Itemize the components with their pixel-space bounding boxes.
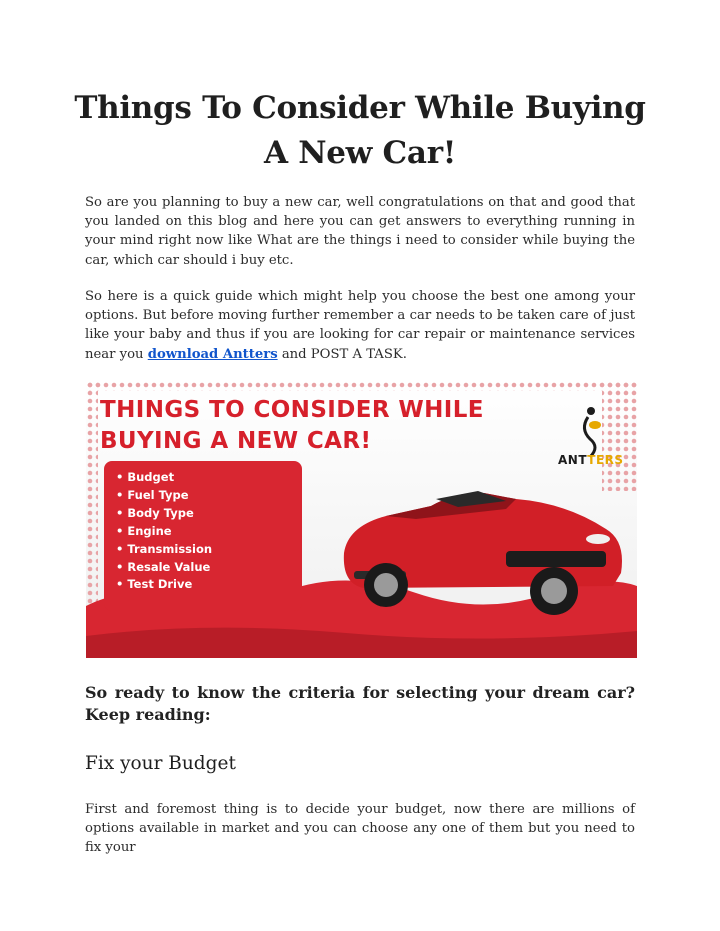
logo-text-dark: ANT bbox=[558, 453, 588, 467]
banner-title-line1: THINGS TO CONSIDER WHILE bbox=[100, 397, 484, 423]
checklist-item: • Resale Value bbox=[116, 559, 212, 577]
dot-pattern-top bbox=[86, 381, 637, 391]
dot-pattern-right bbox=[602, 381, 637, 491]
section-title-budget: Fix your Budget bbox=[85, 753, 236, 774]
banner-checklist bbox=[116, 469, 212, 594]
checklist-item: • Transmission bbox=[116, 541, 212, 559]
checklist-item: • Body Type bbox=[116, 505, 212, 523]
article-banner-image bbox=[86, 381, 637, 658]
checklist-item: • Fuel Type bbox=[116, 487, 212, 505]
checklist-item: • Budget bbox=[116, 469, 212, 487]
guide-paragraph bbox=[85, 287, 635, 364]
antters-logo-text bbox=[558, 453, 624, 467]
checklist-item: • Test Drive bbox=[116, 576, 212, 594]
guide-paragraph-text: So here is a quick guide which might help you choose the best one among your options. But before moving further remember a car needs to be taken care of just like your baby and thus if you are looking for car repair or maintenance services near you bbox=[85, 289, 635, 362]
checklist-item: • Engine bbox=[116, 523, 212, 541]
guide-paragraph-tail: and POST A TASK. bbox=[277, 346, 407, 362]
intro-paragraph: So are you planning to buy a new car, well congratulations on that and good that you landed on this blog and here you can get answers to everything running in your mind right now like What are the things i need to consider while buying the car, which car should i buy etc. bbox=[85, 195, 635, 268]
budget-paragraph: First and foremost thing is to decide your budget, now there are millions of options available in market and you can choose any one of them but you need to fix your bbox=[85, 802, 635, 856]
download-antters-link[interactable]: download Antters bbox=[147, 346, 278, 362]
banner-title-line2: BUYING A NEW CAR! bbox=[100, 428, 372, 454]
page-title: Things To Consider While Buying A New Car! bbox=[74, 90, 646, 171]
logo-text-yellow: TERS bbox=[587, 453, 624, 467]
criteria-subheading: So ready to know the criteria for selecting your dream car? Keep reading: bbox=[85, 683, 635, 724]
banner-title bbox=[100, 395, 484, 457]
